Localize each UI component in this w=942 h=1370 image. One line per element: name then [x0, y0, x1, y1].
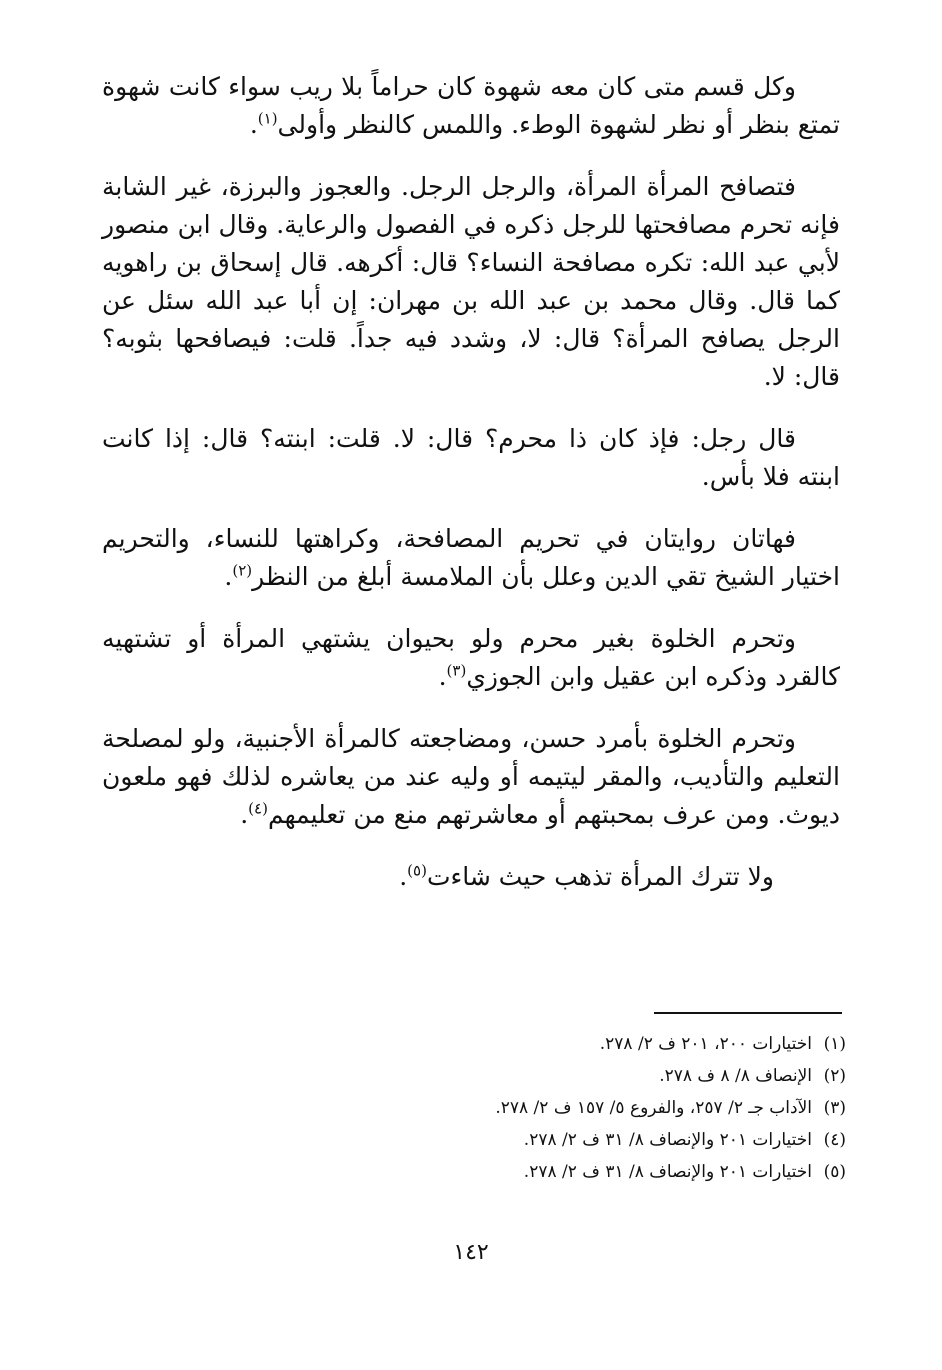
- footnote-item: [102, 1124, 846, 1156]
- footnote-divider: [654, 1012, 842, 1014]
- paragraph-6: وتحرم الخلوة بأمرد حسن، ومضاجعته كالمرأة الأجنبية، ولو لمصلحة التعليم والتأديب، والمقر ليتيمه أو وليه عند من يعاشره لذلك فهو ملعون ديوث. ومن عرف بمحبتهم أو معاشرتهم منع من تعليمهم$^{(٤)}$.: [102, 724, 840, 829]
- footnote-number: (٣): [823, 1098, 846, 1118]
- footnote-text: اختيارات ٢٠١ والإنصاف ٨/ ٣١ ف ٢/ ٢٧٨.: [523, 1130, 812, 1150]
- footnote-text: اختيارات ٢٠٠، ٢٠١ ف ٢/ ٢٧٨.: [599, 1034, 812, 1054]
- paragraph-4: فهاتان روايتان في تحريم المصافحة، وكراهتها للنساء، والتحريم اختيار الشيخ تقي الدين وعلل بأن الملامسة أبلغ من النظر$^{(٢)}$.: [102, 524, 840, 591]
- footnote-text: الآداب جـ ٢/ ٢٥٧، والفروع ٥/ ١٥٧ ف ٢/ ٢٧٨.: [495, 1098, 812, 1118]
- paragraph-1: وكل قسم متى كان معه شهوة كان حراماً بلا ريب سواء كانت شهوة تمتع بنظر أو نظر لشهوة الوطء. واللمس كالنظر وأولى$^{(١)}$.: [102, 72, 840, 139]
- footnote-ref-4: (٤): [248, 799, 268, 818]
- page-number: ١٤٢: [453, 1240, 489, 1265]
- footnote-ref-1: (١): [257, 109, 278, 128]
- footnote-item: [102, 1028, 846, 1060]
- paragraph-3: قال رجل: فإذ كان ذا محرم؟ قال: لا. قلت: ابنته؟ قال: إذا كانت ابنته فلا بأس.: [102, 424, 840, 491]
- footnote-text: اختيارات ٢٠١ والإنصاف ٨/ ٣١ ف ٢/ ٢٧٨.: [523, 1162, 812, 1182]
- footnote-item: [102, 1092, 846, 1124]
- main-text: [102, 68, 840, 920]
- paragraph-5: وتحرم الخلوة بغير محرم ولو بحيوان يشتهي المرأة أو تشتهيه كالقرد وذكره ابن عقيل وابن الجوزي$^{(٣)}$.: [102, 624, 840, 691]
- footnote-item: [102, 1156, 846, 1188]
- paragraph-7: ولا تترك المرأة تذهب حيث شاءت$^{(٥)}$.: [399, 861, 774, 891]
- footnote-number: (٥): [823, 1162, 846, 1182]
- paragraph-2: فتصافح المرأة المرأة، والرجل الرجل. والعجوز والبرزة، غير الشابة فإنه تحرم مصافحتها للرجل ذكره في الفصول والرعاية. وقال ابن منصور لأبي عبد الله: تكره مصافحة النساء؟ قال: أكرهه. قال إسحاق بن راهويه كما قال. وقال محمد بن عبد الله بن مهران: إن أبا عبد الله سئل عن الرجل يصافح المرأة؟ قال: لا، وشدد فيه جداً. قلت: فيصافحها بثوبه؟ قال: لا.: [102, 172, 840, 391]
- footnote-ref-2: (٢): [232, 561, 253, 580]
- footnote-ref-5: (٥): [407, 861, 427, 880]
- footnote-text: الإنصاف ٨/ ٨ ف ٢٧٨.: [659, 1066, 812, 1086]
- footnote-number: (٤): [823, 1130, 846, 1150]
- footnote-number: (٢): [823, 1066, 846, 1086]
- footnotes-list: [102, 1028, 846, 1188]
- footnote-number: (١): [823, 1034, 846, 1054]
- footnote-ref-3: (٣): [446, 661, 467, 680]
- footnote-item: [102, 1060, 846, 1092]
